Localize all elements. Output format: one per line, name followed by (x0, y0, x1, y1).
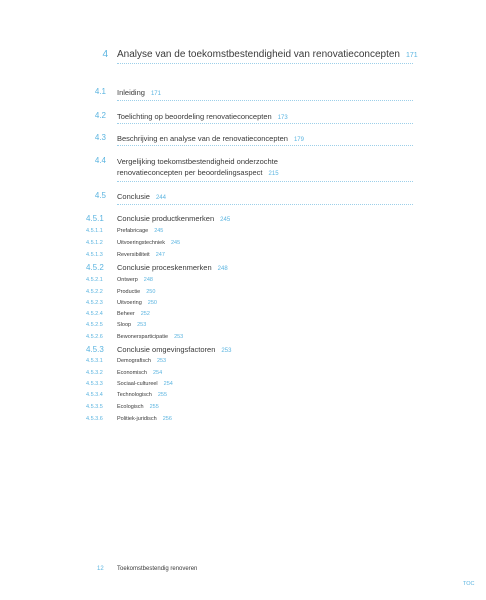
subsection-title (117, 228, 163, 234)
subsection-page-number: 245 (220, 217, 231, 223)
subsection-title-text: Beheer (117, 311, 135, 317)
subsection-title-text: Uitvoering (117, 300, 142, 306)
footer-page-number: 12 (97, 566, 104, 572)
section-title-line: Inleiding (117, 88, 145, 97)
subsection-number: 4.5.2 (86, 263, 104, 272)
subsection-page-number: 255 (149, 404, 159, 410)
subsection-page-number: 254 (163, 381, 173, 387)
subsection-title (117, 404, 159, 410)
section-number: 4.1 (94, 87, 106, 96)
section-title-line: Beschrijving en analyse van de renovatieconcepten (117, 134, 288, 143)
section-title (117, 87, 161, 100)
subsection-number: 4.5.3.5 (86, 404, 103, 410)
subsection-title-text: Reversibiliteit (117, 252, 150, 258)
subsection-number: 4.5.1.2 (86, 240, 103, 246)
subsection-number: 4.5.3.4 (86, 392, 103, 398)
toc-link[interactable]: TOC (463, 581, 475, 587)
chapter-title: Analyse van de toekomstbestendigheid van renovatieconcepten 171 (117, 49, 418, 60)
subsection-title-text: Conclusie proceskenmerken (117, 263, 212, 272)
section-title-line: Toelichting op beoordeling renovatieconcepten (117, 112, 272, 121)
section-number: 4.3 (94, 133, 106, 142)
subsection-page-number: 253 (137, 322, 147, 328)
subsection-number: 4.5.3.3 (86, 381, 103, 387)
subsection-title (117, 370, 162, 376)
subsection-title-text: Demografisch (117, 358, 151, 364)
subsection-title (117, 358, 166, 364)
subsection-number: 4.5.3 (86, 345, 104, 354)
section-title-line: renovatieconcepten per beoordelingsaspect (117, 168, 263, 177)
subsection-page-number: 250 (147, 300, 157, 306)
section-page-number: 173 (277, 115, 288, 121)
subsection-title (117, 322, 146, 328)
subsection-title-text: Economisch (117, 370, 147, 376)
subsection-number: 4.5.2.5 (86, 322, 103, 328)
subsection-number: 4.5.3.1 (86, 358, 103, 364)
subsection-title (117, 311, 150, 317)
section-title-line: Vergelijking toekomstbestendigheid onderzochte (117, 157, 278, 166)
section-title-line: Conclusie (117, 192, 150, 201)
subsection-title (117, 214, 230, 223)
section-title (117, 156, 279, 180)
dotted-separator (117, 123, 413, 124)
subsection-title-text: Conclusie omgevingsfactoren (117, 345, 216, 354)
section-page-number: 215 (268, 171, 279, 177)
subsection-title (117, 381, 173, 387)
subsection-title-text: Uitvoeringstechniek (117, 240, 165, 246)
subsection-title (117, 392, 167, 398)
subsection-title (117, 334, 183, 340)
subsection-title (117, 252, 165, 258)
subsection-page-number: 256 (162, 416, 172, 422)
subsection-title-text: Politiek-juridisch (117, 416, 157, 422)
subsection-page-number: 253 (174, 334, 184, 340)
subsection-page-number: 245 (171, 240, 181, 246)
footer-book-title: Toekomstbestendig renoveren (117, 566, 198, 572)
dotted-separator (117, 100, 413, 101)
chapter-page-number: 171 (405, 52, 418, 59)
subsection-number: 4.5.3.2 (86, 370, 103, 376)
subsection-title-text: Bewonersparticipatie (117, 334, 169, 340)
section-number: 4.2 (94, 111, 106, 120)
subsection-title-text: Sociaal-cultureel (117, 381, 158, 387)
subsection-page-number: 250 (146, 289, 156, 295)
subsection-number: 4.5.2.4 (86, 311, 103, 317)
subsection-title (117, 277, 153, 283)
subsection-number: 4.5.2.3 (86, 300, 103, 306)
subsection-title-text: Conclusie productkenmerken (117, 214, 215, 223)
subsection-number: 4.5.3.6 (86, 416, 103, 422)
section-number: 4.4 (94, 156, 106, 165)
section-number: 4.5 (94, 191, 106, 200)
subsection-title-text: Prefabricage (117, 228, 149, 234)
subsection-page-number: 253 (156, 358, 167, 364)
subsection-number: 4.5.2.6 (86, 334, 103, 340)
subsection-title (117, 240, 180, 246)
subsection-page-number: 245 (154, 228, 164, 234)
dotted-separator (117, 204, 413, 205)
subsection-title-text: Ontwerp (117, 277, 138, 283)
subsection-title (117, 345, 231, 354)
subsection-number: 4.5.1.1 (86, 228, 103, 234)
subsection-title (117, 263, 228, 272)
dotted-separator (117, 63, 413, 64)
subsection-number: 4.5.1 (86, 214, 104, 223)
subsection-page-number: 247 (155, 252, 165, 258)
subsection-title (117, 289, 155, 295)
subsection-title-text: Productie (117, 289, 141, 295)
subsection-page-number: 248 (217, 266, 228, 272)
dotted-separator (117, 145, 413, 146)
subsection-title-text: Technologisch (117, 392, 152, 398)
subsection-number: 4.5.2.2 (86, 289, 103, 295)
section-page-number: 179 (293, 137, 304, 143)
subsection-number: 4.5.2.1 (86, 277, 103, 283)
subsection-page-number: 254 (152, 370, 163, 376)
section-title (117, 191, 166, 204)
subsection-page-number: 248 (143, 277, 153, 283)
subsection-title (117, 416, 172, 422)
section-page-number: 171 (150, 91, 161, 97)
section-page-number: 244 (155, 195, 166, 201)
subsection-title-text: Ecologisch (117, 404, 144, 410)
subsection-page-number: 255 (157, 392, 168, 398)
subsection-page-number: 252 (140, 311, 150, 317)
subsection-title-text: Sloop (117, 322, 132, 328)
chapter-number: 4 (102, 49, 108, 60)
subsection-number: 4.5.1.3 (86, 252, 103, 258)
subsection-page-number: 253 (221, 348, 232, 354)
subsection-title (117, 300, 157, 306)
dotted-separator (117, 181, 413, 182)
